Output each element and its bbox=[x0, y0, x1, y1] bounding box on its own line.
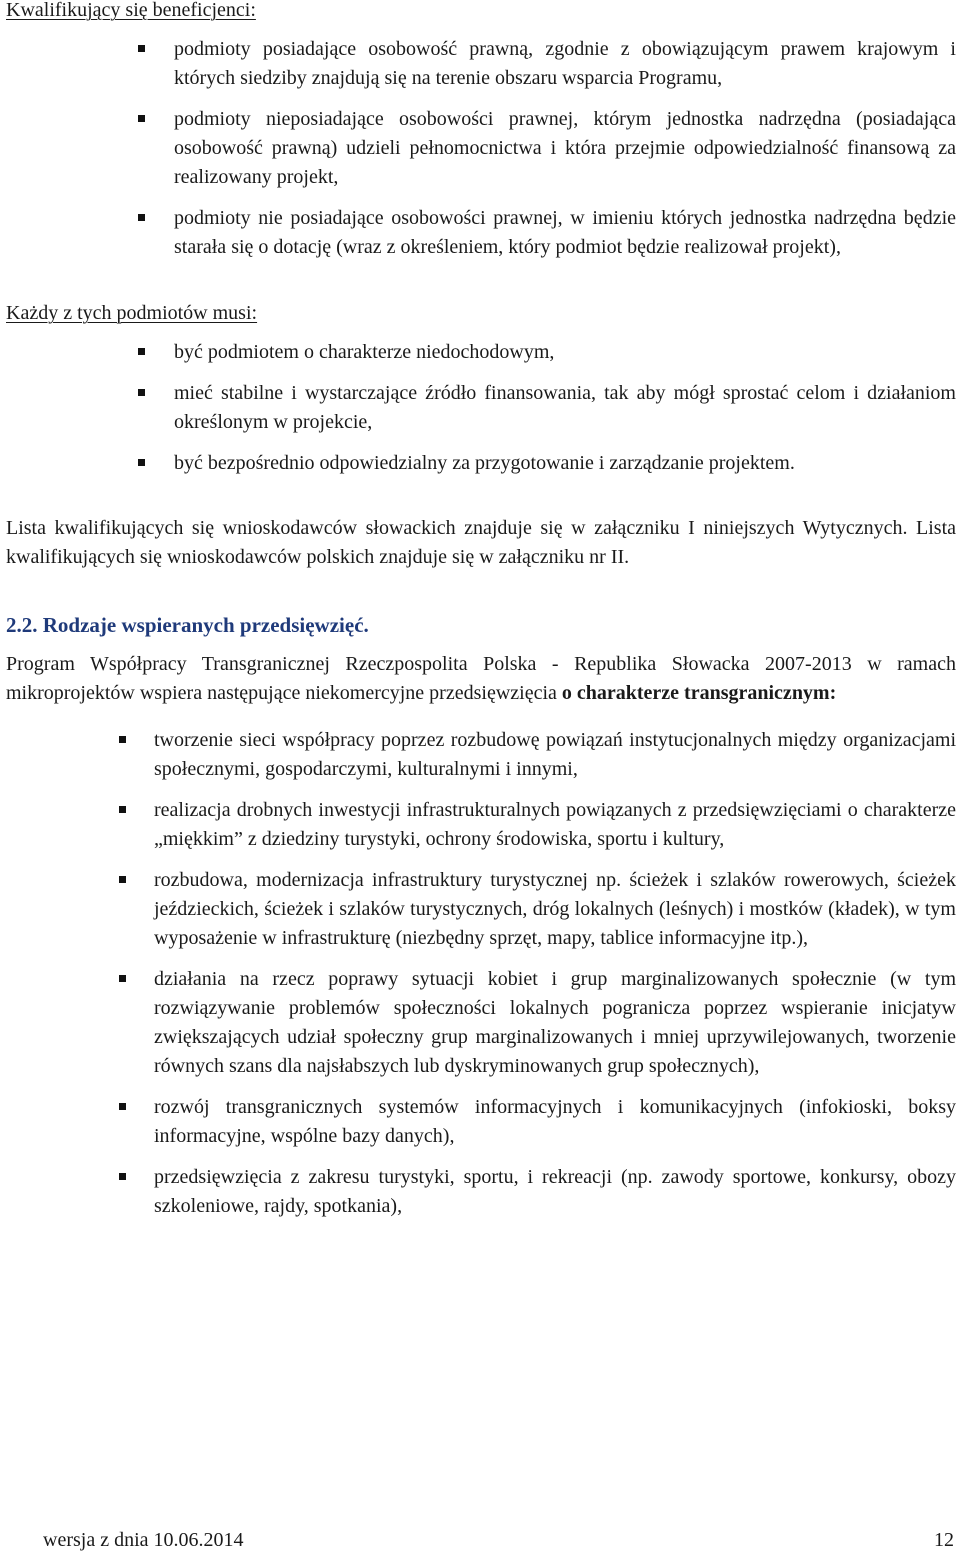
list-item: być bezpośrednio odpowiedzialny za przygotowanie i zarządzanie projektem. bbox=[6, 449, 956, 478]
square-bullet-icon bbox=[138, 389, 145, 396]
square-bullet-icon bbox=[119, 876, 126, 883]
list-item: rozwój transgranicznych systemów informacyjnych i komunikacyjnych (infokioski, boksy informacyjne, wspólne bazy danych), bbox=[6, 1093, 956, 1151]
beneficiaries-list bbox=[6, 35, 956, 262]
applicants-list-paragraph: Lista kwalifikujących się wnioskodawców słowackich znajduje się w załączniku I niniejszych Wytycznych. Lista kwalifikujących się wnioskodawców polskich znajduje się w załączniku nr II. bbox=[6, 517, 956, 568]
program-paragraph: Program Współpracy Transgranicznej Rzeczpospolita Polska - Republika Słowacka 2007-2013 w ramach mikroprojektów wspiera następujące niekomercyjne przedsięwzięcia o charakterze transgranicznym: bbox=[6, 653, 956, 704]
list-item: przedsięwzięcia z zakresu turystyki, sportu, i rekreacji (np. zawody sportowe, konkursy, obozy szkoleniowe, rajdy, spotkania), bbox=[6, 1163, 956, 1221]
square-bullet-icon bbox=[119, 1103, 126, 1110]
section-heading: 2.2. Rodzaje wspieranych przedsięwzięć. bbox=[6, 613, 369, 637]
list-item: rozbudowa, modernizacja infrastruktury turystycznej np. ścieżek i szlaków rowerowych, ścieżek jeździeckich, ścieżek i szlaków turystycznych, dróg lokalnych (leśnych) i mostków (kładek), w tym wyposażenie w infrastrukturę (niezbędny sprzęt, mapy, tablice informacyjne itp.), bbox=[6, 866, 956, 953]
list-item: realizacja drobnych inwestycji infrastrukturalnych powiązanych z przedsięwzięciami o charakterze „miękkim” z dziedziny turystyki, ochrony środowiska, sportu i kultury, bbox=[6, 796, 956, 854]
square-bullet-icon bbox=[138, 348, 145, 355]
square-bullet-icon bbox=[119, 806, 126, 813]
version-date: wersja z dnia 10.06.2014 bbox=[43, 1529, 244, 1551]
requirements-list bbox=[6, 338, 956, 478]
square-bullet-icon bbox=[138, 214, 145, 221]
beneficiaries-label: Kwalifikujący się beneficjenci: bbox=[6, 0, 256, 21]
list-item: być podmiotem o charakterze niedochodowym, bbox=[6, 338, 956, 367]
square-bullet-icon bbox=[138, 45, 145, 52]
square-bullet-icon bbox=[138, 459, 145, 466]
list-item: podmioty posiadające osobowość prawną, zgodnie z obowiązującym prawem krajowym i których siedziby znajdują się na terenie obszaru wsparcia Programu, bbox=[6, 35, 956, 93]
list-item: działania na rzecz poprawy sytuacji kobiet i grup marginalizowanych społecznie (w tym rozwiązywanie problemów społeczności lokalnych pogranicza poprzez wspieranie inicjatyw zwiększających udział społeczny grup marginalizowanych i mniej uprzywilejowanych, tworzenie równych szans dla najsłabszych lub dyskryminowanych grup społecznych), bbox=[6, 965, 956, 1081]
square-bullet-icon bbox=[138, 115, 145, 122]
square-bullet-icon bbox=[119, 975, 126, 982]
page-number: 12 bbox=[934, 1529, 954, 1551]
requirements-label: Każdy z tych podmiotów musi: bbox=[6, 302, 258, 324]
list-item: tworzenie sieci współpracy poprzez rozbudowę powiązań instytucjonalnych między organizacjami społecznymi, gospodarczymi, kulturalnymi i innymi, bbox=[6, 726, 956, 784]
supported-projects-list bbox=[6, 726, 956, 1221]
list-item: podmioty nie posiadające osobowości prawnej, w imieniu których jednostka nadrzędna będzie starała się o dotację (wraz z określeniem, który podmiot będzie realizował projekt), bbox=[6, 204, 956, 262]
square-bullet-icon bbox=[119, 1173, 126, 1180]
list-item: mieć stabilne i wystarczające źródło finansowania, tak aby mógł sprostać celom i działaniom określonym w projekcie, bbox=[6, 379, 956, 437]
document-page bbox=[6, 0, 956, 1233]
square-bullet-icon bbox=[119, 736, 126, 743]
list-item: podmioty nieposiadające osobowości prawnej, którym jednostka nadrzędna (posiadająca osobowość prawną) udzieli pełnomocnictwa i która przejmie odpowiedzialność finansową za realizowany projekt, bbox=[6, 105, 956, 192]
page-footer bbox=[43, 1526, 954, 1554]
